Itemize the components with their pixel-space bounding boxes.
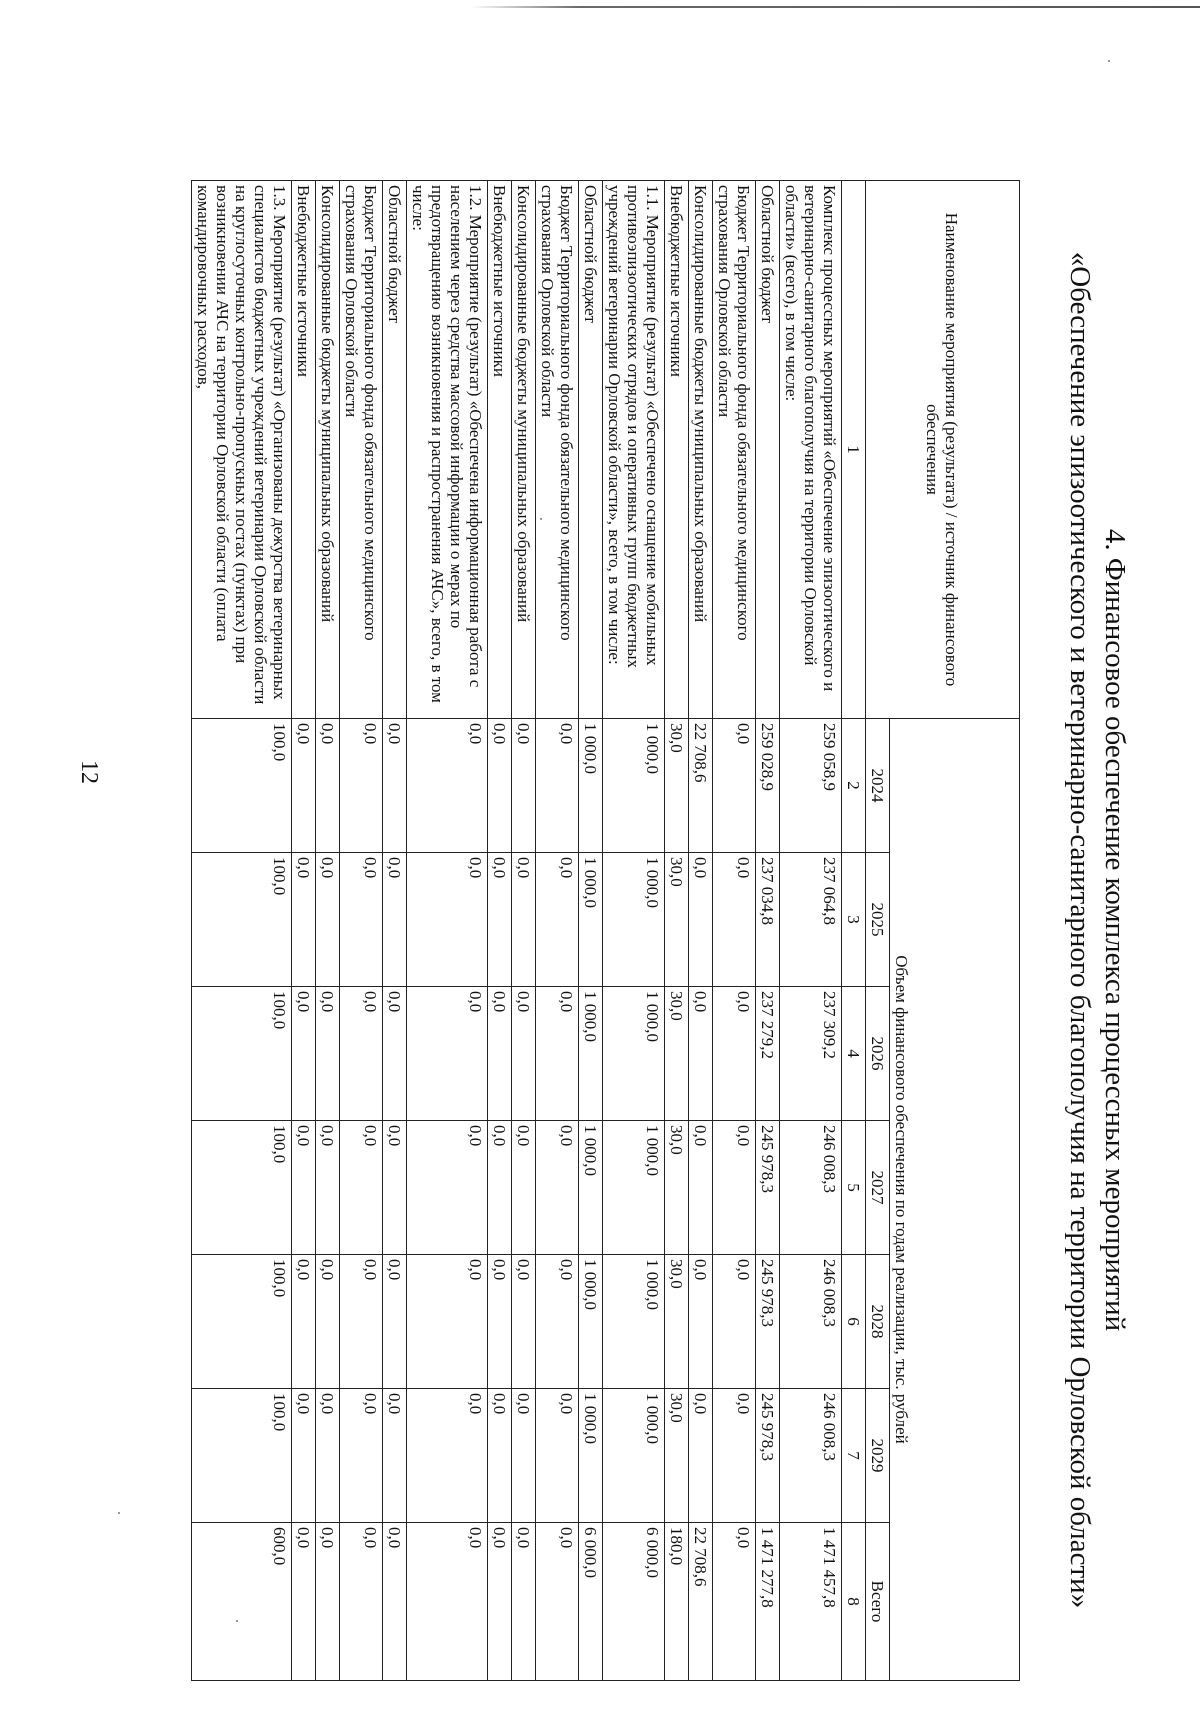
row-value: 0,0 <box>383 987 407 1121</box>
row-value: 0,0 <box>340 1255 383 1389</box>
row-value: 1 000,0 <box>603 987 665 1121</box>
row-value: 1 000,0 <box>603 1121 665 1255</box>
table-row <box>340 181 383 1681</box>
table-row <box>536 181 579 1681</box>
table-row <box>192 181 292 1681</box>
row-value: 0,0 <box>713 853 756 987</box>
row-label: Комплекс процессных мероприятий «Обеспечение эпизоотического и ветеринарно-санитарного благополучия на территории Орловской области» (всего), в том числе: <box>780 181 842 719</box>
column-number-6: 6 <box>842 1255 866 1389</box>
row-value: 0,0 <box>488 1523 512 1681</box>
row-value: 0,0 <box>340 1121 383 1255</box>
row-value: 245 978,3 <box>756 1389 780 1523</box>
row-value: 0,0 <box>340 853 383 987</box>
row-value: 1 000,0 <box>579 1389 603 1523</box>
row-value: 237 279,2 <box>756 987 780 1121</box>
scan-speck <box>118 1512 120 1514</box>
table-row <box>316 181 340 1681</box>
row-value: 600,0 <box>192 1523 292 1681</box>
row-value: 6 000,0 <box>603 1523 665 1681</box>
row-value: 0,0 <box>316 853 340 987</box>
year-header-3: 2026 <box>866 987 890 1121</box>
row-value: 100,0 <box>192 1389 292 1523</box>
row-value: 0,0 <box>383 1523 407 1681</box>
page-number: 12 <box>76 760 102 784</box>
row-value: 0,0 <box>512 987 536 1121</box>
row-value: 245 978,3 <box>756 1121 780 1255</box>
row-value: 0,0 <box>340 719 383 853</box>
table-row <box>383 181 407 1681</box>
row-value: 1 000,0 <box>579 1121 603 1255</box>
row-value: 0,0 <box>512 1523 536 1681</box>
row-value: 0,0 <box>407 1121 488 1255</box>
row-value: 30,0 <box>665 987 689 1121</box>
row-value: 0,0 <box>340 987 383 1121</box>
column-number-7: 7 <box>842 1389 866 1523</box>
row-value: 0,0 <box>407 719 488 853</box>
row-label: Внебюджетные источники <box>292 181 316 719</box>
row-value: 100,0 <box>192 1121 292 1255</box>
row-value: 0,0 <box>512 1121 536 1255</box>
year-header-1: 2024 <box>866 719 890 853</box>
row-value: 1 000,0 <box>579 853 603 987</box>
row-label: Бюджет Территориального фонда обязательного медицинского страхования Орловской области <box>340 181 383 719</box>
year-header-2: 2025 <box>866 853 890 987</box>
row-value: 22 708,6 <box>689 1523 713 1681</box>
scan-speck <box>1108 60 1110 62</box>
row-value: 0,0 <box>316 1121 340 1255</box>
row-value: 0,0 <box>536 1255 579 1389</box>
row-value: 0,0 <box>512 1255 536 1389</box>
year-header-7: Всего <box>866 1523 890 1681</box>
row-value: 0,0 <box>407 1255 488 1389</box>
row-label: 1.2. Мероприятие (результат) «Обеспечена информационная работа с населением через средства массовой информации о мерах по предотвращению возникновения и распространения АЧС», всего, в том числе: <box>407 181 488 719</box>
year-header-4: 2027 <box>866 1121 890 1255</box>
row-label: 1.3. Мероприятие (результат) «Организованы дежурства ветеринарных специалистов бюджетных учреждений ветеринарии Орловской области на круглосуточных контрольно-пропускных постах (пунктах) при возникновении АЧС на территории Орловской области (оплата командировочных расходов, <box>192 181 292 719</box>
row-value: 0,0 <box>407 853 488 987</box>
row-value: 30,0 <box>665 1389 689 1523</box>
row-value: 0,0 <box>689 1121 713 1255</box>
row-value: 100,0 <box>192 1255 292 1389</box>
row-value: 0,0 <box>713 1255 756 1389</box>
table-row <box>756 181 780 1681</box>
row-value: 30,0 <box>665 1121 689 1255</box>
row-value: 0,0 <box>512 853 536 987</box>
year-header-6: 2029 <box>866 1389 890 1523</box>
row-value: 259 058,9 <box>780 719 842 853</box>
column-number-3: 3 <box>842 853 866 987</box>
table-row <box>488 181 512 1681</box>
row-value: 30,0 <box>665 1255 689 1389</box>
row-value: 0,0 <box>292 1523 316 1681</box>
row-value: 0,0 <box>512 1389 536 1523</box>
row-label: Внебюджетные источники <box>665 181 689 719</box>
row-value: 246 008,3 <box>780 1389 842 1523</box>
row-value: 0,0 <box>292 853 316 987</box>
row-value: 0,0 <box>536 853 579 987</box>
row-value: 246 008,3 <box>780 1255 842 1389</box>
table-row <box>603 181 665 1681</box>
year-header-5: 2028 <box>866 1255 890 1389</box>
row-value: 0,0 <box>689 853 713 987</box>
row-value: 0,0 <box>292 719 316 853</box>
row-value: 0,0 <box>713 1523 756 1681</box>
table-row <box>689 181 713 1681</box>
row-value: 30,0 <box>665 719 689 853</box>
row-value: 259 028,9 <box>756 719 780 853</box>
row-value: 237 309,2 <box>780 987 842 1121</box>
row-value: 0,0 <box>713 1389 756 1523</box>
row-value: 100,0 <box>192 987 292 1121</box>
row-value: 0,0 <box>689 1389 713 1523</box>
row-value: 0,0 <box>316 1389 340 1523</box>
column-number-1: 1 <box>842 181 866 719</box>
column-number-2: 2 <box>842 719 866 853</box>
row-value: 1 000,0 <box>603 853 665 987</box>
row-value: 0,0 <box>316 719 340 853</box>
row-value: 0,0 <box>536 1523 579 1681</box>
row-value: 0,0 <box>512 719 536 853</box>
table-row <box>780 181 842 1681</box>
row-value: 0,0 <box>316 987 340 1121</box>
row-value: 0,0 <box>713 987 756 1121</box>
row-value: 0,0 <box>536 1389 579 1523</box>
scan-edge-line <box>470 6 1200 8</box>
table-row <box>713 181 756 1681</box>
row-value: 30,0 <box>665 853 689 987</box>
row-value: 0,0 <box>488 987 512 1121</box>
table-row <box>665 181 689 1681</box>
row-value: 180,0 <box>665 1523 689 1681</box>
row-value: 0,0 <box>316 1523 340 1681</box>
row-label: Консолидированные бюджеты муниципальных образований <box>316 181 340 719</box>
table-row <box>292 181 316 1681</box>
row-value: 0,0 <box>689 987 713 1121</box>
row-value: 0,0 <box>488 1121 512 1255</box>
column-number-4: 4 <box>842 987 866 1121</box>
row-value: 0,0 <box>340 1523 383 1681</box>
row-value: 0,0 <box>536 719 579 853</box>
document-title <box>1062 150 1132 1710</box>
row-label: Бюджет Территориального фонда обязательного медицинского страхования Орловской области <box>536 181 579 719</box>
table-body <box>192 181 842 1681</box>
row-value: 0,0 <box>383 719 407 853</box>
row-value: 0,0 <box>407 1389 488 1523</box>
row-value: 100,0 <box>192 719 292 853</box>
header-volume-cell: Объем финансового обеспечения по годам реализации, тыс. рублей <box>890 719 1020 1681</box>
row-value: 0,0 <box>536 1121 579 1255</box>
row-value: 1 000,0 <box>603 719 665 853</box>
row-value: 1 000,0 <box>603 1255 665 1389</box>
row-value: 0,0 <box>488 1389 512 1523</box>
row-value: 1 000,0 <box>603 1389 665 1523</box>
row-value: 0,0 <box>383 1121 407 1255</box>
row-label: Областной бюджет <box>579 181 603 719</box>
row-value: 0,0 <box>488 853 512 987</box>
row-value: 0,0 <box>383 1389 407 1523</box>
column-number-5: 5 <box>842 1121 866 1255</box>
row-value: 0,0 <box>407 987 488 1121</box>
column-number-8: 8 <box>842 1523 866 1681</box>
row-value: 100,0 <box>192 853 292 987</box>
title-line-2: «Обеспечение эпизоотического и ветеринарно-санитарного благополучия на территории Орловской области» <box>1064 251 1096 1609</box>
row-value: 246 008,3 <box>780 1121 842 1255</box>
row-value: 237 064,8 <box>780 853 842 987</box>
table-row <box>579 181 603 1681</box>
row-value: 0,0 <box>383 853 407 987</box>
row-label: Областной бюджет <box>383 181 407 719</box>
row-value: 245 978,3 <box>756 1255 780 1389</box>
row-value: 0,0 <box>488 719 512 853</box>
row-value: 0,0 <box>292 987 316 1121</box>
row-value: 1 000,0 <box>579 987 603 1121</box>
row-value: 0,0 <box>689 1255 713 1389</box>
row-value: 0,0 <box>340 1389 383 1523</box>
row-value: 22 708,6 <box>689 719 713 853</box>
row-label: 1.1. Мероприятие (результат) «Обеспечено оснащение мобильных противоэпизоотических отрядов и оперативных групп бюджетных учреждений ветеринарии Орловской области», всего, в том числе: <box>603 181 665 719</box>
row-value: 0,0 <box>536 987 579 1121</box>
row-value: 0,0 <box>316 1255 340 1389</box>
table-row <box>512 181 536 1681</box>
row-label: Внебюджетные источники <box>488 181 512 719</box>
row-value: 0,0 <box>292 1121 316 1255</box>
row-value: 1 000,0 <box>579 1255 603 1389</box>
row-value: 0,0 <box>383 1255 407 1389</box>
header-name-cell: Наименование мероприятия (результата) / источник финансового обеспечения <box>866 181 1020 719</box>
row-value: 0,0 <box>292 1389 316 1523</box>
row-value: 0,0 <box>713 1121 756 1255</box>
row-value: 0,0 <box>488 1255 512 1389</box>
row-label: Консолидированные бюджеты муниципальных образований <box>689 181 713 719</box>
rotated-page <box>140 150 1150 1710</box>
row-value: 0,0 <box>292 1255 316 1389</box>
row-label: Бюджет Территориального фонда обязательного медицинского страхования Орловской области <box>713 181 756 719</box>
column-number-row <box>842 181 866 1681</box>
row-label: Областной бюджет <box>756 181 780 719</box>
row-value: 237 034,8 <box>756 853 780 987</box>
title-line-1: 4. Финансовое обеспечение комплекса процессных мероприятий <box>1099 528 1131 1332</box>
row-label: Консолидированные бюджеты муниципальных образований <box>512 181 536 719</box>
row-value: 1 471 277,8 <box>756 1523 780 1681</box>
row-value: 0,0 <box>713 719 756 853</box>
row-value: 6 000,0 <box>579 1523 603 1681</box>
row-value: 1 000,0 <box>579 719 603 853</box>
financing-table <box>191 180 1020 1681</box>
row-value: 0,0 <box>407 1523 488 1681</box>
row-value: 1 471 457,8 <box>780 1523 842 1681</box>
table-row <box>407 181 488 1681</box>
